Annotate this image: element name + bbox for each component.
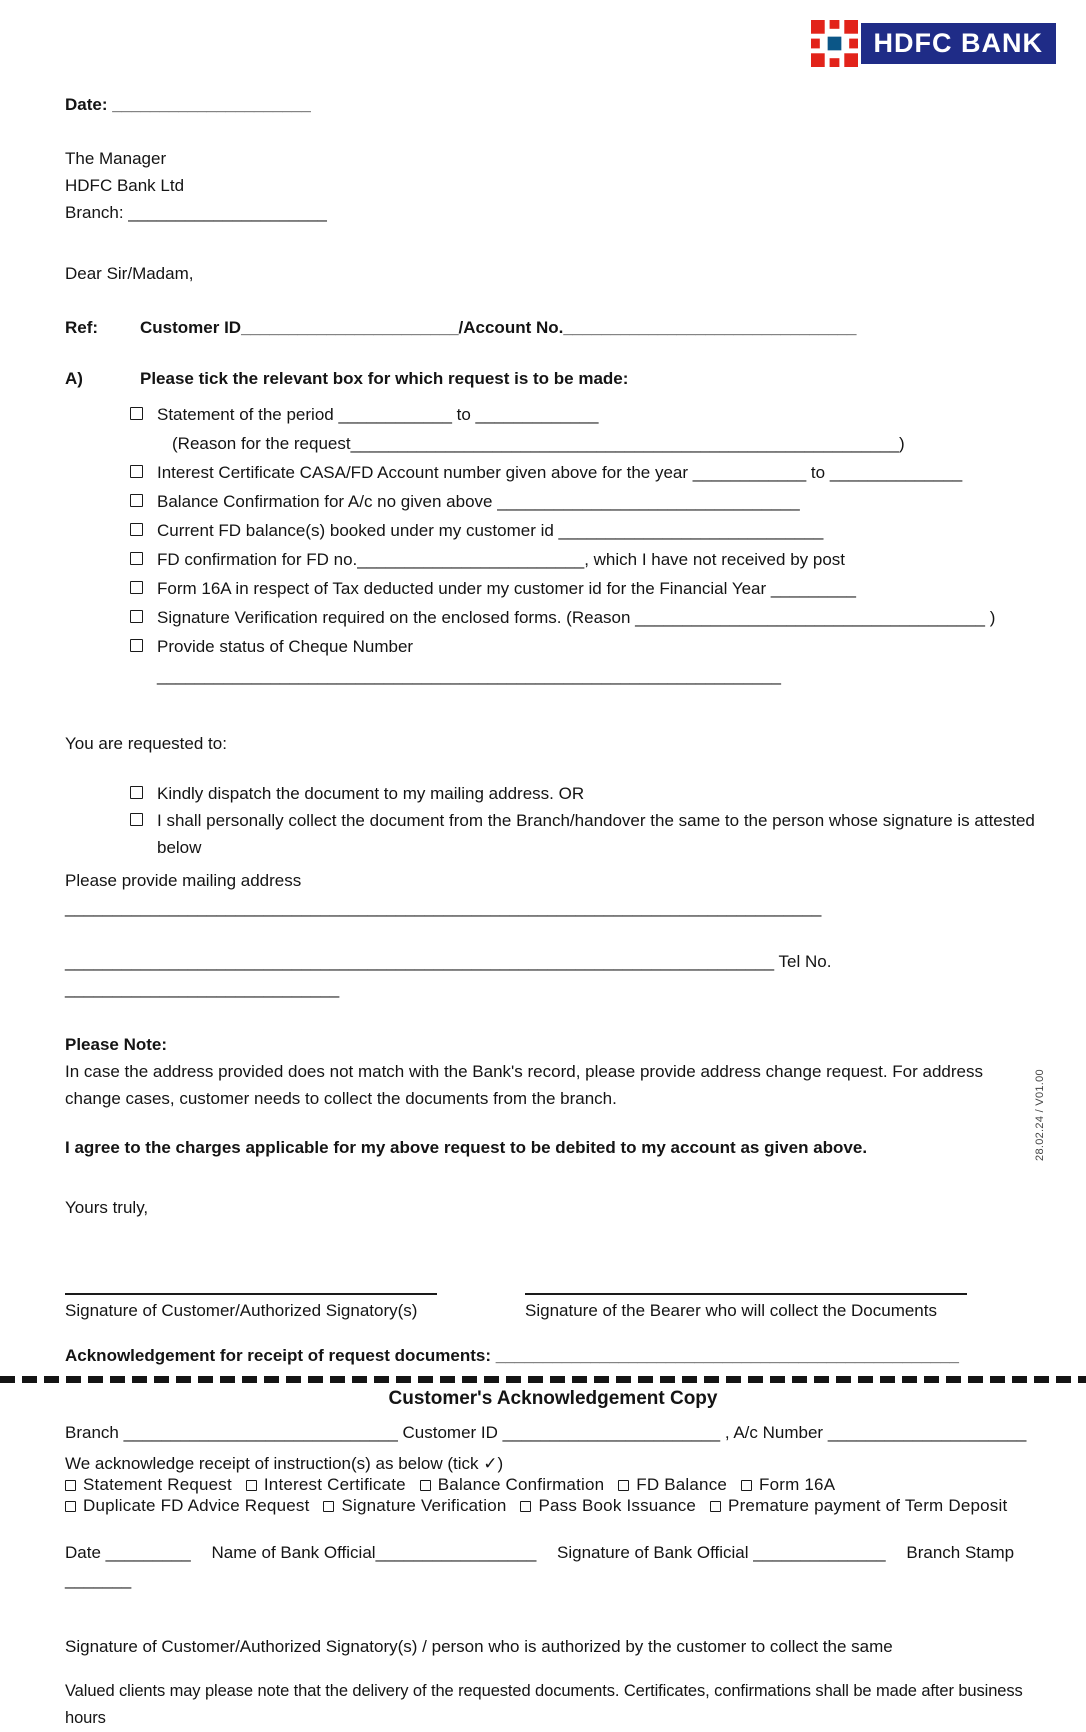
section-a-title: Please tick the relevant box for which request is to be made: <box>140 369 629 388</box>
ack-option-label: Statement Request <box>83 1475 232 1494</box>
official-sign-field[interactable]: ______________ <box>753 1543 886 1562</box>
ack-copy-fields-row <box>65 1419 1041 1446</box>
charges-agreement-line: I agree to the charges applicable for my above request to be debited to my account as given above. <box>65 1138 868 1157</box>
signature-row <box>65 1293 1041 1321</box>
addressee-block <box>65 145 1041 226</box>
ack-branch-field[interactable]: _____________________________ <box>123 1423 398 1442</box>
ack-option-label: FD Balance <box>636 1475 728 1494</box>
ack-instruction-line: We acknowledge receipt of instruction(s) as below (tick ✓) <box>65 1454 504 1473</box>
ack-option-label: Pass Book Issuance <box>538 1496 697 1515</box>
request-item-form-16a <box>65 574 1041 603</box>
branch-stamp-label: Branch Stamp <box>901 1543 1015 1562</box>
option-dispatch-mail <box>65 780 1041 807</box>
request-item-label: Statement of the period ____________ to _____________ <box>157 405 599 424</box>
request-item-label: Provide status of Cheque Number __________________________________________________________________ <box>157 637 782 685</box>
acknowledgement-copy-section <box>0 1388 1086 1732</box>
ack-tick-row-2 <box>65 1495 1041 1516</box>
ack-checkbox-pass-book-issuance[interactable] <box>520 1501 531 1512</box>
branch-field[interactable]: Branch: _____________________ <box>65 203 327 222</box>
request-item-current-fd-balance <box>65 516 1041 545</box>
request-item-interest-certificate <box>65 458 1041 487</box>
ack-option-label: Duplicate FD Advice Request <box>83 1496 310 1515</box>
request-item-label: FD confirmation for FD no.________________________, which I have not received by post <box>157 550 846 569</box>
bearer-signature-label: Signature of the Bearer who will collect the Documents <box>525 1301 937 1320</box>
official-name-label: Name of Bank Official <box>206 1543 376 1562</box>
customer-signature-block <box>65 1293 525 1321</box>
official-name-field[interactable]: _________________ <box>375 1543 537 1562</box>
ack-checkbox-interest-certificate[interactable] <box>246 1480 257 1491</box>
request-item-balance-confirmation <box>65 487 1041 516</box>
checkbox-fd-confirmation[interactable] <box>130 552 143 565</box>
option-personal-collect <box>65 807 1041 861</box>
acknowledgement-receipt-label: Acknowledgement for receipt of request documents: <box>65 1346 492 1365</box>
official-date-label: Date <box>65 1543 106 1562</box>
logo-text: HDFC BANK <box>873 28 1043 58</box>
request-item-label: Form 16A in respect of Tax deducted under my customer id for the Financial Year _________ <box>157 579 856 598</box>
bearer-signature-field[interactable] <box>525 1293 967 1295</box>
letter-body <box>0 91 1086 1366</box>
ack-checkbox-premature-payment[interactable] <box>710 1501 721 1512</box>
option-label: Kindly dispatch the document to my mailing address. OR <box>157 784 585 803</box>
request-item-label: Balance Confirmation for A/c no given above ________________________________ <box>157 492 800 511</box>
request-item-label: Interest Certificate CASA/FD Account number given above for the year ____________ to ______________ <box>157 463 963 482</box>
ack-copy-title: Customer's Acknowledgement Copy <box>388 1388 718 1409</box>
ack-checkbox-statement-request[interactable] <box>65 1480 76 1491</box>
ack-customer-id-field[interactable]: _______________________ <box>502 1423 721 1442</box>
valued-clients-note: Valued clients may please note that the delivery of the requested documents. Certificates, confirmations shall be made after business hours <box>65 1682 1023 1727</box>
logo-row <box>0 0 1086 67</box>
checkbox-cheque-status[interactable] <box>130 639 143 652</box>
acknowledgement-receipt-line <box>65 1346 1041 1366</box>
request-item-signature-verification <box>65 603 1041 632</box>
ack-customer-id-label: Customer ID <box>397 1423 503 1442</box>
customer-signature-field[interactable] <box>65 1293 437 1295</box>
requested-intro: You are requested to: <box>65 734 227 753</box>
branch-stamp-field[interactable]: _______ <box>65 1570 132 1589</box>
request-options-list <box>65 400 1041 690</box>
customer-signature-label: Signature of Customer/Authorized Signatory(s) <box>65 1301 418 1320</box>
section-a-label: A) <box>65 369 83 388</box>
ack-checkbox-balance-confirmation[interactable] <box>420 1480 431 1491</box>
checkbox-interest-certificate[interactable] <box>130 465 143 478</box>
checkbox-dispatch-mail[interactable] <box>130 786 143 799</box>
ack-checkbox-fd-balance[interactable] <box>618 1480 629 1491</box>
ack-option-label: Form 16A <box>759 1475 836 1494</box>
ack-tick-row-1 <box>65 1474 1041 1495</box>
acknowledgement-receipt-field[interactable]: _________________________________________________ <box>491 1346 960 1365</box>
checkbox-signature-verification[interactable] <box>130 610 143 623</box>
section-a-heading <box>65 369 1041 389</box>
ack-checkbox-signature-verification[interactable] <box>323 1501 334 1512</box>
ack-checkbox-duplicate-fd-advice[interactable] <box>65 1501 76 1512</box>
ack-checkbox-form-16a[interactable] <box>741 1480 752 1491</box>
delivery-options <box>65 780 1041 861</box>
request-item-statement <box>65 400 1041 429</box>
request-item-cheque-status <box>65 632 1041 690</box>
please-note-body: In case the address provided does not match with the Bank's record, please provide address change request. For address change cases, customer needs to collect the documents from the branch. <box>65 1062 983 1108</box>
ref-row <box>65 318 1041 338</box>
hdfc-logo-mark-icon <box>811 20 858 67</box>
ack-option-label: Signature Verification <box>341 1496 507 1515</box>
salutation: Dear Sir/Madam, <box>65 264 194 283</box>
ack-ac-number-label: , A/c Number <box>720 1423 828 1442</box>
official-date-field[interactable]: _________ <box>105 1543 191 1562</box>
hdfc-logo-wordmark <box>861 23 1056 64</box>
ack-ac-number-field[interactable]: _____________________ <box>827 1423 1027 1442</box>
request-item-statement-reason <box>65 429 1041 458</box>
checkbox-statement[interactable] <box>130 407 143 420</box>
checkbox-personal-collect[interactable] <box>130 813 143 826</box>
closing-yours-truly: Yours truly, <box>65 1198 149 1217</box>
mailing-address-field[interactable]: Please provide mailing address ________________________________________________________________________________ <box>65 871 822 917</box>
tear-off-dashed-separator <box>0 1376 1086 1383</box>
addressee-bank: HDFC Bank Ltd <box>65 176 185 195</box>
checkbox-current-fd-balance[interactable] <box>130 523 143 536</box>
ack-option-label: Premature payment of Term Deposit <box>728 1496 1008 1515</box>
please-note-title: Please Note: <box>65 1035 168 1054</box>
form-version-text: 28.02.24 / V01.00 <box>1034 1069 1046 1161</box>
request-item-label: Signature Verification required on the enclosed forms. (Reason _____________________________________ ) <box>157 608 996 627</box>
request-item-fd-confirmation <box>65 545 1041 574</box>
request-item-label[interactable]: (Reason for the request__________________________________________________________) <box>172 434 905 453</box>
ack-option-label: Interest Certificate <box>263 1475 406 1494</box>
bearer-signature-block <box>525 1293 1041 1321</box>
addressee-manager: The Manager <box>65 149 167 168</box>
customer-id-account-field[interactable]: Customer ID_______________________/Account No._______________________________ <box>140 318 857 337</box>
request-item-label: Current FD balance(s) booked under my customer id ____________________________ <box>157 521 824 540</box>
checkbox-form-16a[interactable] <box>130 581 143 594</box>
tel-no-field[interactable]: ___________________________________________________________________________ Tel No. _____________________________ <box>65 952 832 998</box>
hdfc-bank-logo <box>811 20 1056 67</box>
ref-label: Ref: <box>65 318 99 337</box>
ack-option-label: Balance Confirmation <box>437 1475 605 1494</box>
checkbox-balance-confirmation[interactable] <box>130 494 143 507</box>
date-field[interactable]: Date: _____________________ <box>65 95 311 114</box>
bank-officials-row <box>65 1539 1041 1593</box>
ack-authorized-signatory-line: Signature of Customer/Authorized Signatory(s) / person who is authorized by the customer to collect the same <box>65 1637 893 1656</box>
option-label: I shall personally collect the document from the Branch/handover the same to the person whose signature is attested below <box>157 811 1035 857</box>
ack-branch-label: Branch <box>65 1423 124 1442</box>
official-sign-label: Signature of Bank Official <box>552 1543 754 1562</box>
